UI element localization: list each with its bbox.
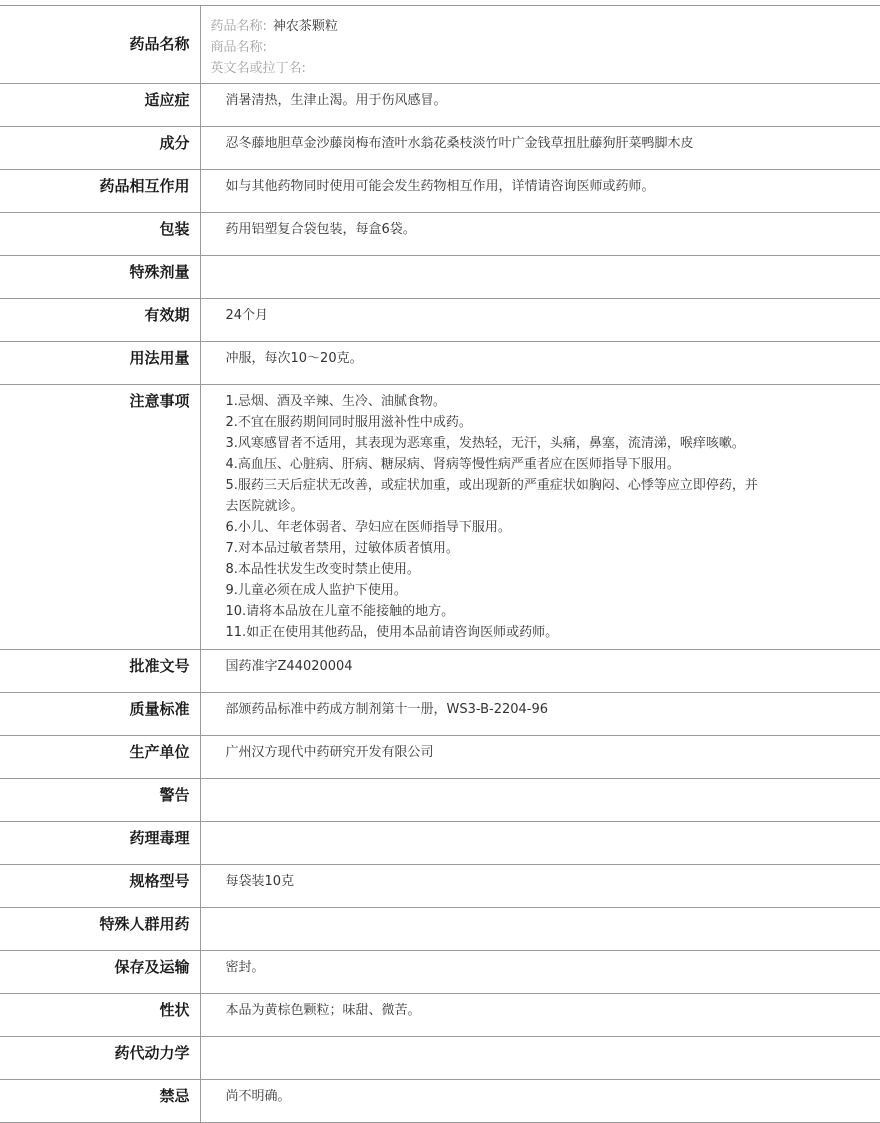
row-label: 成分 xyxy=(0,127,200,170)
generic-name-value: 神农茶颗粒 xyxy=(273,19,338,34)
row-value xyxy=(200,84,880,127)
row-pharmacokinetics xyxy=(0,1037,880,1080)
row-precautions xyxy=(0,385,880,650)
row-label: 药理毒理 xyxy=(0,822,200,865)
row-storage xyxy=(0,951,880,994)
trade-name-line xyxy=(211,37,880,58)
row-label: 警告 xyxy=(0,779,200,822)
row-label: 特殊人群用药 xyxy=(0,908,200,951)
drug-name-values xyxy=(200,6,880,84)
generic-name-line xyxy=(211,16,880,37)
interactions-text: 如与其他药物同时使用可能会发生药物相互作用，详情请咨询医师或药师。 xyxy=(226,179,655,194)
row-label: 注意事项 xyxy=(0,385,200,650)
row-label: 批准文号 xyxy=(0,650,200,693)
precaution-item: 7.对本品过敏者禁用，过敏体质者慎用。 xyxy=(226,538,771,559)
row-indications xyxy=(0,84,880,127)
row-toxicology xyxy=(0,822,880,865)
row-packaging xyxy=(0,213,880,256)
precautions-list xyxy=(200,385,880,650)
row-label: 规格型号 xyxy=(0,865,200,908)
row-shelf-life xyxy=(0,299,880,342)
approval-number-text: 国药准字Z44020004 xyxy=(226,659,353,674)
drug-spec-table xyxy=(0,5,880,1123)
precaution-item: 3.风寒感冒者不适用，其表现为恶寒重，发热轻，无汗，头痛，鼻塞，流清涕，喉痒咳嗽。 xyxy=(226,433,771,454)
row-appearance xyxy=(0,994,880,1037)
row-value xyxy=(200,1037,880,1080)
ingredients-text: 忍冬藤地胆草金沙藤岗梅布渣叶水翁花桑枝淡竹叶广金钱草扭肚藤狗肝菜鸭脚木皮 xyxy=(226,136,694,151)
row-value xyxy=(200,650,880,693)
english-name-line xyxy=(211,58,880,79)
row-label: 特殊剂量 xyxy=(0,256,200,299)
row-value xyxy=(200,256,880,299)
precaution-item: 5.服药三天后症状无改善，或症状加重，或出现新的严重症状如胸闷、心悸等应立即停药，并去医院就诊。 xyxy=(226,475,771,517)
appearance-text: 本品为黄棕色颗粒；味甜、微苦。 xyxy=(226,1003,421,1018)
precaution-item: 2.不宜在服药期间同时服用滋补性中成药。 xyxy=(226,412,771,433)
row-value xyxy=(200,951,880,994)
row-drug-name xyxy=(0,6,880,84)
row-ingredients xyxy=(0,127,880,170)
row-label: 生产单位 xyxy=(0,736,200,779)
row-label: 适应症 xyxy=(0,84,200,127)
row-label: 药代动力学 xyxy=(0,1037,200,1080)
row-specification xyxy=(0,865,880,908)
row-quality-standard xyxy=(0,693,880,736)
precaution-item: 4.高血压、心脏病、肝病、糖尿病、肾病等慢性病严重者应在医师指导下服用。 xyxy=(226,454,771,475)
row-approval-number xyxy=(0,650,880,693)
precaution-item: 1.忌烟、酒及辛辣、生冷、油腻食物。 xyxy=(226,391,771,412)
row-label: 禁忌 xyxy=(0,1080,200,1123)
row-value xyxy=(200,213,880,256)
row-special-dosage xyxy=(0,256,880,299)
row-warning xyxy=(0,779,880,822)
row-value xyxy=(200,127,880,170)
row-value xyxy=(200,736,880,779)
storage-text: 密封。 xyxy=(226,960,265,975)
row-value xyxy=(200,908,880,951)
row-value xyxy=(200,822,880,865)
row-value xyxy=(200,342,880,385)
contraindications-text: 尚不明确。 xyxy=(226,1089,291,1104)
row-label: 药品名称 xyxy=(0,6,200,84)
english-name-key: 英文名或拉丁名: xyxy=(211,61,306,76)
precaution-item: 9.儿童必须在成人监护下使用。 xyxy=(226,580,771,601)
indications-text: 消暑清热，生津止渴。用于伤风感冒。 xyxy=(226,93,447,108)
packaging-text: 药用铝塑复合袋包装，每盒6袋。 xyxy=(226,222,416,237)
usage-text: 冲服，每次10～20克。 xyxy=(226,351,363,366)
generic-name-key: 药品名称: xyxy=(211,19,267,34)
specification-text: 每袋装10克 xyxy=(226,874,295,889)
row-manufacturer xyxy=(0,736,880,779)
row-interactions xyxy=(0,170,880,213)
precaution-item: 10.请将本品放在儿童不能接触的地方。 xyxy=(226,601,771,622)
quality-standard-text: 部颁药品标准中药成方制剂第十一册，WS3-B-2204-96 xyxy=(226,702,549,717)
row-value xyxy=(200,779,880,822)
precaution-item: 8.本品性状发生改变时禁止使用。 xyxy=(226,559,771,580)
manufacturer-text: 广州汉方现代中药研究开发有限公司 xyxy=(226,745,434,760)
row-label: 保存及运输 xyxy=(0,951,200,994)
row-label: 有效期 xyxy=(0,299,200,342)
trade-name-key: 商品名称: xyxy=(211,40,267,55)
row-label: 性状 xyxy=(0,994,200,1037)
row-value xyxy=(200,1080,880,1123)
row-value xyxy=(200,170,880,213)
shelf-life-text: 24个月 xyxy=(226,308,269,323)
precaution-item: 6.小儿、年老体弱者、孕妇应在医师指导下服用。 xyxy=(226,517,771,538)
row-label: 药品相互作用 xyxy=(0,170,200,213)
row-value xyxy=(200,693,880,736)
row-label: 用法用量 xyxy=(0,342,200,385)
row-label: 质量标准 xyxy=(0,693,200,736)
row-label: 包装 xyxy=(0,213,200,256)
row-usage xyxy=(0,342,880,385)
row-value xyxy=(200,994,880,1037)
row-value xyxy=(200,299,880,342)
precaution-item: 11.如正在使用其他药品，使用本品前请咨询医师或药师。 xyxy=(226,622,771,643)
row-value xyxy=(200,865,880,908)
row-special-population xyxy=(0,908,880,951)
row-contraindications xyxy=(0,1080,880,1123)
